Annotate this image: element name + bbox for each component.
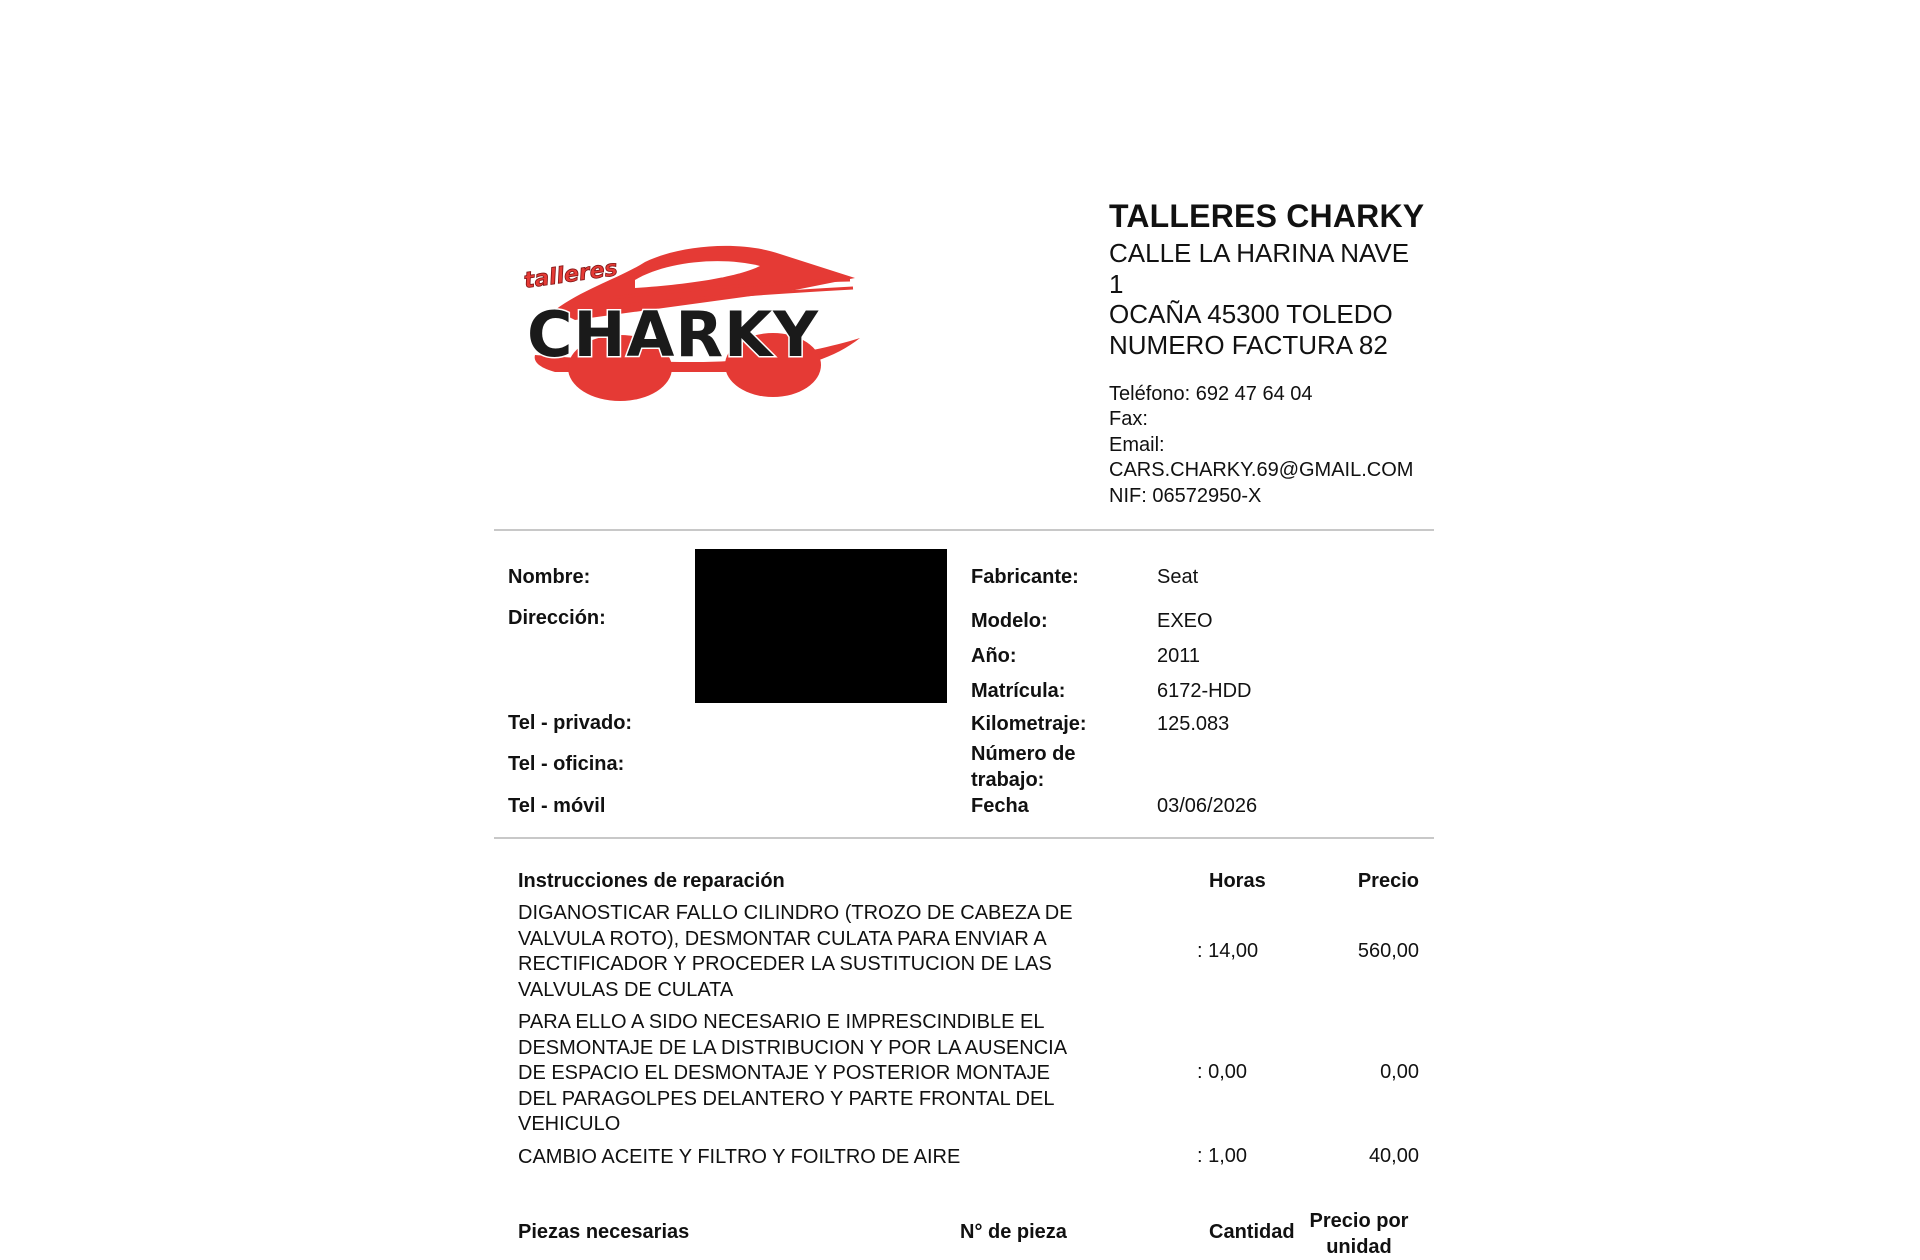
repair-item-description: PARA ELLO A SIDO NECESARIO E IMPRESCINDIBLE EL DESMONTAJE DE LA DISTRIBUCION Y POR LA AUSENCIA DE ESPACIO EL DESMONTAJE Y POSTERIOR MONTAJE DEL PARAGOLPES DELANTERO Y PARTE FRONTAL DEL VEHICULO bbox=[518, 1011, 1066, 1135]
redacted-customer-info bbox=[695, 549, 947, 703]
company-fax: Fax: bbox=[1109, 408, 1148, 430]
repair-item-description: DIGANOSTICAR FALLO CILINDRO (TROZO DE CABEZA DE VALVULA ROTO), DESMONTAR CULATA PARA ENVIAR A RECTIFICADOR Y PROCEDER LA SUSTITUCION DE LAS VALVULAS DE CULATA bbox=[518, 902, 1073, 1001]
company-logo bbox=[515, 240, 860, 405]
year-value: 2011 bbox=[1157, 645, 1201, 667]
plate-value: 6172-HDD bbox=[1157, 680, 1252, 702]
mileage-value: 125.083 bbox=[1157, 713, 1230, 735]
company-email: CARS.CHARKY.69@GMAIL.COM bbox=[1109, 459, 1414, 481]
date-value: 03/06/2026 bbox=[1157, 795, 1258, 817]
date-label: Fecha bbox=[971, 795, 1029, 817]
company-name: TALLERES CHARKY bbox=[1109, 198, 1425, 234]
repair-item-price: 560,00 bbox=[1357, 940, 1419, 962]
customer-divider bbox=[494, 837, 1434, 839]
customer-name-label: Nombre: bbox=[508, 566, 591, 588]
repair-item-hours: : 1,00 bbox=[1197, 1145, 1248, 1167]
model-value: EXEO bbox=[1157, 610, 1213, 632]
invoice-number: NUMERO FACTURA 82 bbox=[1109, 330, 1388, 360]
repair-item-description: CAMBIO ACEITE Y FILTRO Y FOILTRO DE AIRE bbox=[518, 1146, 961, 1168]
tel-mobile-label: Tel - móvil bbox=[508, 795, 606, 817]
repairs-header-price: Precio bbox=[1357, 870, 1419, 892]
tel-private-label: Tel - privado: bbox=[508, 712, 633, 734]
logo-big-text: CHARKY bbox=[527, 298, 820, 371]
parts-header-parts: Piezas necesarias bbox=[518, 1221, 690, 1243]
company-email-label: Email: bbox=[1109, 434, 1165, 456]
tel-office-label: Tel - oficina: bbox=[508, 753, 625, 775]
company-address-line2: 1 bbox=[1109, 269, 1124, 299]
repairs-header-instructions: Instrucciones de reparación bbox=[518, 870, 785, 892]
mileage-label: Kilometraje: bbox=[971, 713, 1087, 735]
repair-item-hours: : 14,00 bbox=[1197, 940, 1259, 962]
repairs-header-hours: Horas bbox=[1209, 870, 1266, 892]
parts-header-part-number: N° de pieza bbox=[960, 1221, 1067, 1243]
maker-value: Seat bbox=[1157, 566, 1199, 588]
company-phone: Teléfono: 692 47 64 04 bbox=[1109, 383, 1313, 405]
job-number-label: Número de trabajo: bbox=[971, 743, 1076, 791]
repair-item-hours: : 0,00 bbox=[1197, 1061, 1248, 1083]
parts-header-unit-price: Precio por unidad bbox=[1309, 1210, 1409, 1258]
repair-item-price: 0,00 bbox=[1380, 1061, 1419, 1083]
year-label: Año: bbox=[971, 645, 1017, 667]
header-divider bbox=[494, 529, 1434, 531]
logo-small-text: talleres bbox=[522, 256, 620, 294]
maker-label: Fabricante: bbox=[971, 566, 1079, 588]
company-address-line1: CALLE LA HARINA NAVE bbox=[1109, 238, 1410, 268]
model-label: Modelo: bbox=[971, 610, 1048, 632]
parts-header-quantity: Cantidad bbox=[1209, 1221, 1295, 1243]
plate-label: Matrícula: bbox=[971, 680, 1066, 702]
company-city: OCAÑA 45300 TOLEDO bbox=[1109, 299, 1393, 329]
repair-item-price: 40,00 bbox=[1368, 1145, 1419, 1167]
customer-address-label: Dirección: bbox=[508, 607, 606, 629]
company-nif: NIF: 06572950-X bbox=[1109, 485, 1262, 507]
